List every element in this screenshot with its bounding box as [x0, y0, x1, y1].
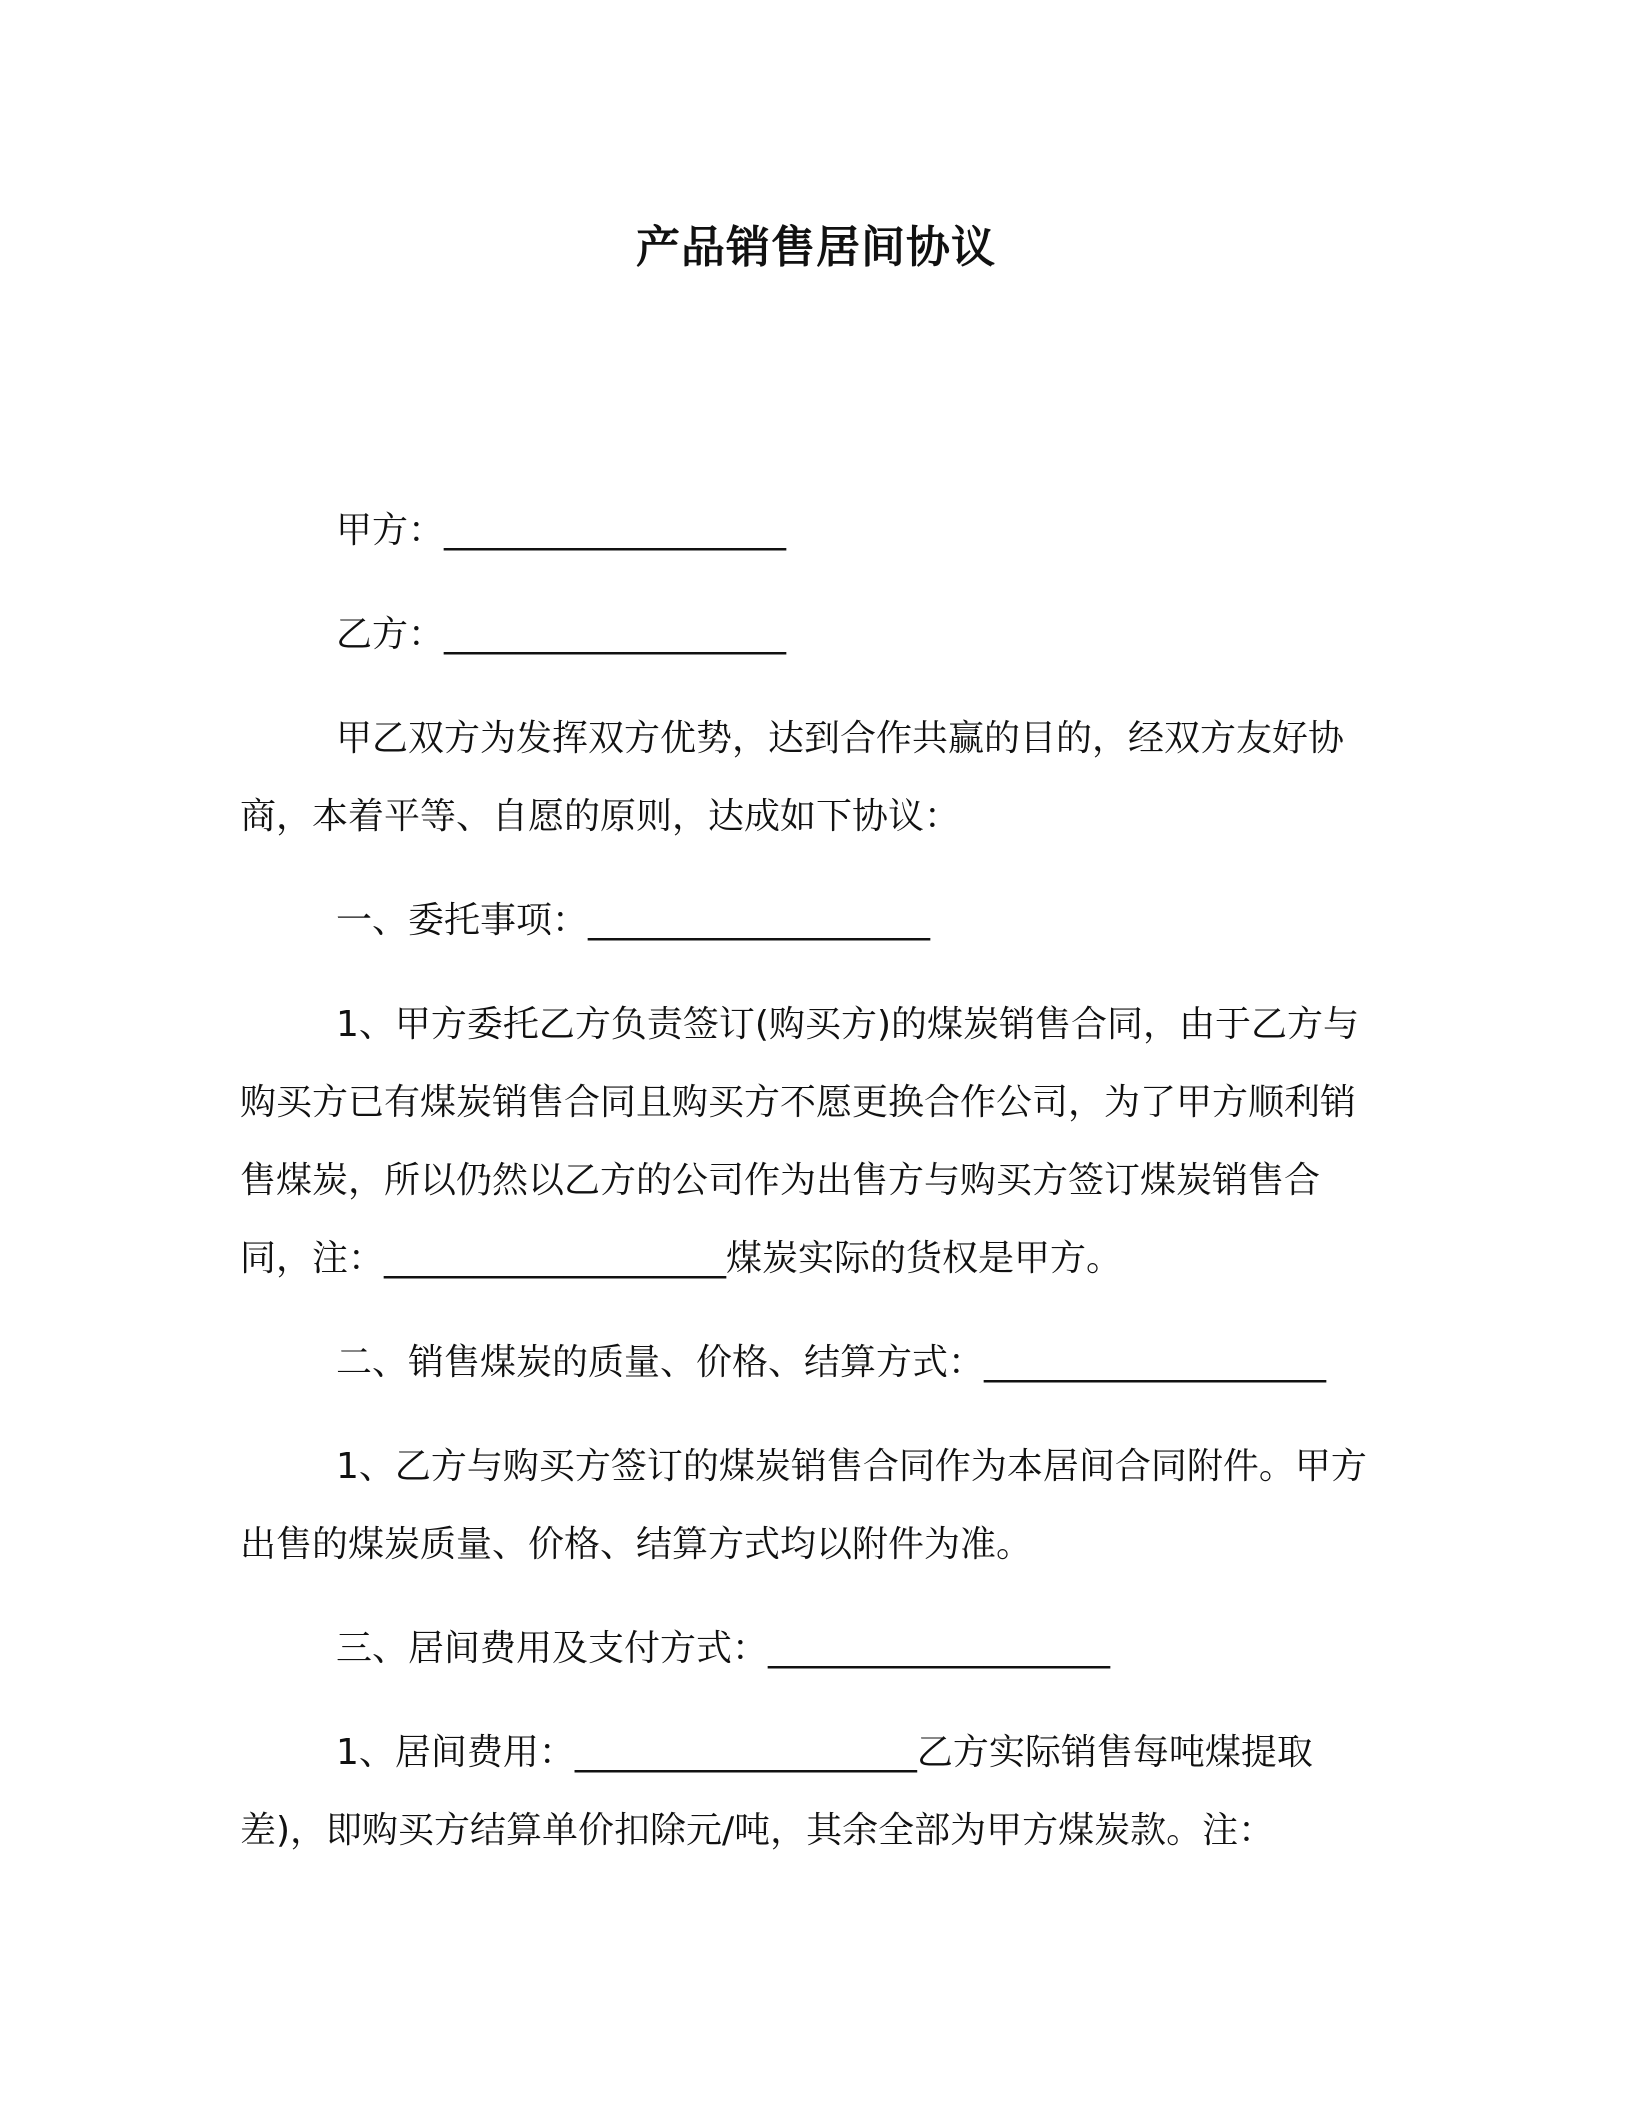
party-a-line: 甲方：___________________ [336, 510, 787, 551]
section-2-heading: 二、销售煤炭的质量、价格、结算方式：___________________ [336, 1342, 1327, 1383]
section-3-heading: 三、居间费用及支付方式：___________________ [336, 1628, 1111, 1669]
section-1-heading: 一、委托事项：___________________ [336, 900, 931, 941]
section-3-item-1: 1、居间费用：___________________乙方实际销售每吨煤提取差)，即购买方结算单价扣除元/吨，其余全部为甲方煤炭款。注： [240, 1732, 1313, 1851]
section-1-item-1: 1、甲方委托乙方负责签订(购买方)的煤炭销售合同，由于乙方与购买方已有煤炭销售合同且购买方不愿更换合作公司，为了甲方顺利销售煤炭，所以仍然以乙方的公司作为出售方与购买方签订煤炭销售合同，注：___________________煤炭实际的货权是甲方。 [240, 1004, 1359, 1279]
section-2-item-1: 1、乙方与购买方签订的煤炭销售合同作为本居间合同附件。甲方出售的煤炭质量、价格、结算方式均以附件为准。 [240, 1446, 1367, 1565]
party-b-line: 乙方：___________________ [336, 614, 787, 655]
document-body [240, 492, 1390, 1896]
document-title: 产品销售居间协议 [636, 222, 996, 273]
intro-paragraph: 甲乙双方为发挥双方优势，达到合作共赢的目的，经双方友好协商，本着平等、自愿的原则，达成如下协议： [240, 718, 1345, 837]
